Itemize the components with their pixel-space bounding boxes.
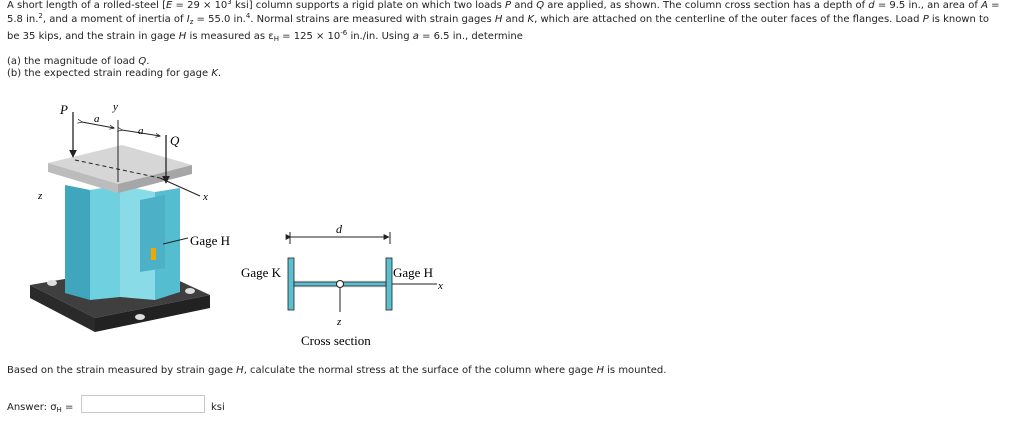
subscript: H — [273, 35, 279, 43]
text: and — [511, 0, 537, 11]
exponent: -6 — [340, 29, 348, 37]
exponent: 4 — [245, 12, 251, 20]
text: = — [987, 0, 1000, 11]
bolt-icon — [135, 314, 145, 320]
symbol: H — [494, 14, 503, 25]
label-p: P — [60, 102, 68, 117]
problem-line-3 — [7, 30, 523, 43]
answer-input[interactable] — [81, 395, 205, 413]
label-gage-k: Gage K — [241, 265, 282, 280]
symbol: A — [981, 0, 988, 11]
gage-h-marker — [151, 248, 156, 260]
text: Answer: σ — [7, 402, 57, 413]
text: is mounted. — [603, 365, 667, 376]
answer-unit: ksi — [211, 402, 225, 413]
text: . — [217, 68, 222, 79]
symbol: Q — [536, 0, 545, 11]
symbol: P — [922, 14, 929, 25]
bolt-icon — [47, 280, 57, 286]
cross-section — [241, 222, 443, 348]
symbol: H — [236, 365, 244, 376]
rigid-plate — [48, 145, 192, 193]
column-figure — [0, 80, 470, 355]
text: is known to — [928, 14, 990, 25]
text: Based on the strain measured by strain gage — [7, 365, 237, 376]
subscript: H — [56, 406, 62, 414]
text: in./in. Using — [347, 31, 413, 42]
label-gage-h: Gage H — [190, 233, 231, 248]
text: = 6.5 in., determine — [418, 31, 523, 42]
symbol: Q — [138, 56, 147, 67]
symbol: d — [868, 0, 875, 11]
label-x-cs: x — [438, 280, 443, 292]
exponent: 2 — [38, 12, 43, 20]
symbol: K — [211, 68, 218, 79]
subscript: z — [189, 18, 194, 26]
label-gage-h-cs: Gage H — [393, 265, 434, 280]
text: be 35 kips, and the strain in gage — [7, 31, 179, 42]
problem-line-2 — [7, 13, 989, 26]
bolt-icon — [185, 288, 195, 294]
cross-section-caption: Cross section — [301, 333, 371, 348]
column — [65, 185, 180, 300]
text: , and a moment of inertia of — [42, 14, 187, 25]
text: = 55.0 in. — [193, 14, 246, 25]
text: = — [61, 402, 74, 413]
text: ksi] column supports a rigid plate on which two loads — [231, 0, 506, 11]
text: (a) the magnitude of load — [7, 56, 139, 67]
label-z: z — [38, 190, 43, 202]
label-d: d — [336, 222, 342, 236]
text: . — [146, 56, 150, 67]
text: = 29 × 10 — [172, 0, 228, 11]
symbol: a — [412, 31, 419, 42]
text: , calculate the normal stress at the surface of the column where gage — [243, 365, 597, 376]
symbol: H — [596, 365, 604, 376]
label-z-cs: z — [337, 316, 342, 328]
text: = 9.5 in., an area of — [874, 0, 982, 11]
symbol: I — [186, 14, 190, 25]
label-x: x — [203, 191, 208, 203]
label-a2: a — [138, 125, 144, 137]
question-text — [7, 364, 666, 377]
text: , which are attached on the centerline of the outer faces of the flanges. Load — [534, 14, 923, 25]
text: = 125 × 10 — [278, 31, 341, 42]
symbol: H — [178, 31, 187, 42]
text: 5.8 in. — [7, 14, 39, 25]
label-y: y — [113, 101, 118, 113]
symbol: K — [527, 14, 535, 25]
text: are applied, as shown. The column cross section has a depth of — [544, 0, 869, 11]
label-a1: a — [94, 113, 100, 125]
symbol: E — [166, 0, 173, 11]
symbol: P — [505, 0, 512, 11]
text: is measured as ε — [186, 31, 274, 42]
answer-label — [7, 401, 73, 414]
text: (b) the expected strain reading for gage — [7, 68, 212, 79]
label-q: Q — [170, 133, 180, 148]
text: A short length of a rolled-steel [ — [7, 0, 167, 11]
text: and — [502, 14, 528, 25]
text: . Normal strains are measured with strain gages — [250, 14, 495, 25]
problem-line-1 — [7, 0, 999, 12]
exponent: 3 — [227, 0, 232, 6]
part-b — [7, 67, 221, 80]
